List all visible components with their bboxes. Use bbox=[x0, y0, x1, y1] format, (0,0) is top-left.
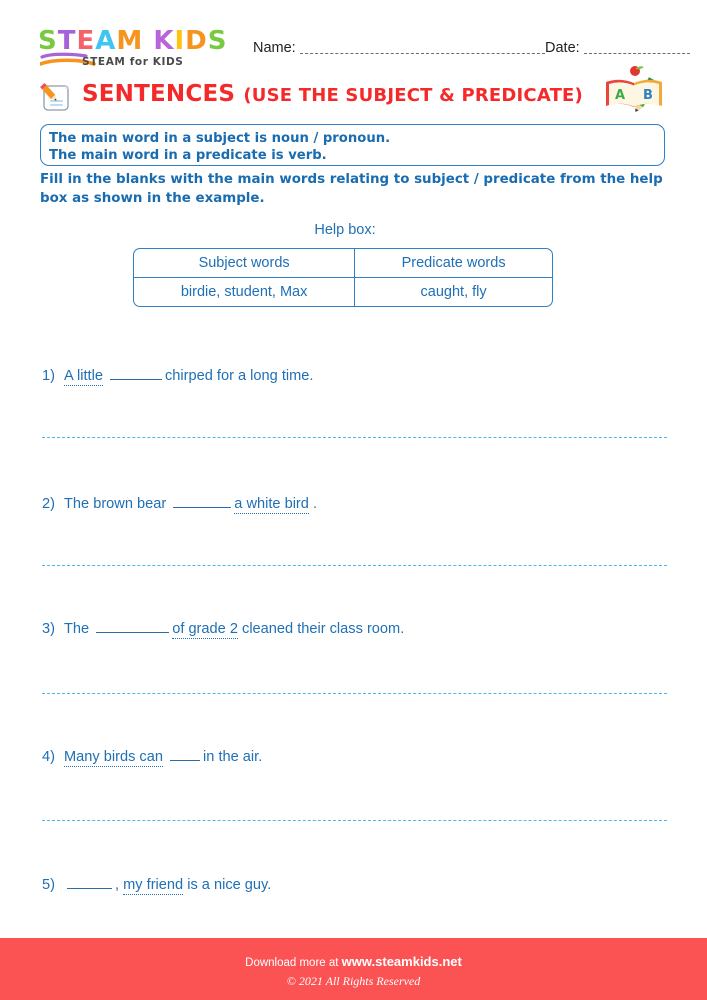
brand-logo-letter-9: S bbox=[207, 26, 228, 56]
svg-text:B: B bbox=[643, 88, 653, 103]
help-box bbox=[133, 248, 553, 307]
footer-scallop-edge bbox=[0, 929, 707, 949]
question-number: 3) bbox=[42, 621, 55, 637]
help-box-predicate-words: caught, fly bbox=[420, 284, 487, 300]
brand-logo-letter-5 bbox=[143, 28, 153, 54]
date-input-rule[interactable] bbox=[584, 43, 690, 54]
underlined-phrase: a white bird bbox=[234, 496, 309, 512]
question-4 bbox=[42, 748, 262, 765]
date-field[interactable] bbox=[545, 40, 690, 56]
question-text: in the air. bbox=[203, 749, 263, 765]
answer-blank[interactable] bbox=[110, 367, 162, 380]
answer-separator-line bbox=[42, 437, 667, 438]
question-number: 4) bbox=[42, 749, 55, 765]
brand-logo-letter-4: M bbox=[116, 26, 144, 56]
question-text: chirped for a long time. bbox=[165, 368, 314, 384]
brand-logo-letter-7: I bbox=[174, 26, 186, 56]
brand-logo-letter-8: D bbox=[185, 26, 208, 56]
brand-logo-wordmark bbox=[38, 28, 238, 54]
page-header bbox=[0, 0, 707, 72]
page-title-parenthetical: (USE THE SUBJECT & PREDICATE) bbox=[243, 85, 583, 106]
brand-logo bbox=[38, 28, 238, 72]
brand-logo-letter-1: T bbox=[57, 26, 77, 56]
help-box-header-row bbox=[134, 249, 552, 278]
rule-line-1: The main word in a subject is noun / pronoun. bbox=[49, 131, 391, 146]
help-box-subject-words: birdie, student, Max bbox=[134, 278, 355, 307]
answer-separator-line bbox=[42, 693, 667, 694]
brand-logo-letter-0: S bbox=[38, 26, 58, 56]
answer-blank[interactable] bbox=[96, 620, 169, 633]
question-1 bbox=[42, 367, 313, 384]
underlined-phrase: A little bbox=[64, 368, 103, 384]
svg-text:A: A bbox=[614, 88, 626, 103]
question-2 bbox=[42, 495, 317, 512]
page-footer bbox=[0, 938, 707, 1000]
question-text: , bbox=[115, 877, 120, 893]
help-box-body bbox=[134, 249, 552, 306]
abc-book-pencil-icon bbox=[600, 66, 672, 118]
answer-blank[interactable] bbox=[170, 748, 200, 761]
footer-download-line bbox=[0, 954, 707, 969]
brand-logo-letter-2: E bbox=[76, 26, 96, 56]
question-text: is a nice guy. bbox=[187, 877, 272, 893]
footer-site-link[interactable]: www.steamkids.net bbox=[341, 954, 462, 969]
help-box-value-row bbox=[134, 278, 552, 307]
name-input-rule[interactable] bbox=[300, 43, 545, 54]
help-box-label: Help box: bbox=[314, 222, 376, 238]
answer-blank[interactable] bbox=[173, 495, 231, 508]
underlined-phrase: Many birds can bbox=[64, 749, 163, 765]
answer-blank[interactable] bbox=[67, 876, 112, 889]
rule-line-2: The main word in a predicate is verb. bbox=[49, 148, 327, 163]
question-5 bbox=[42, 876, 271, 893]
question-text: cleaned their class room. bbox=[242, 621, 405, 637]
date-label: Date: bbox=[545, 40, 580, 56]
page-title bbox=[82, 81, 583, 107]
question-3 bbox=[42, 620, 404, 637]
page-title-main: SENTENCES bbox=[82, 81, 236, 107]
help-box-header-predicate: Predicate words bbox=[355, 249, 552, 278]
question-text: The brown bear bbox=[64, 496, 167, 512]
question-text: . bbox=[312, 496, 318, 512]
name-field[interactable] bbox=[253, 40, 545, 56]
instruction-text: Fill in the blanks with the main words relating to subject / predicate from the help box as shown in the example. bbox=[40, 172, 663, 206]
help-box-header-subject: Subject words bbox=[134, 249, 355, 278]
question-number: 5) bbox=[42, 877, 55, 893]
brand-logo-letter-3: A bbox=[95, 26, 117, 56]
footer-copyright: © 2021 All Rights Reserved bbox=[286, 974, 421, 988]
underlined-phrase: of grade 2 bbox=[172, 621, 238, 637]
brand-tagline: STEAM for KIDS bbox=[82, 56, 184, 68]
brand-logo-letter-6: K bbox=[153, 26, 175, 56]
help-box-table bbox=[134, 249, 552, 306]
answer-separator-line bbox=[42, 820, 667, 821]
question-number: 1) bbox=[42, 368, 55, 384]
name-label: Name: bbox=[253, 40, 296, 56]
underlined-phrase: my friend bbox=[123, 877, 184, 893]
footer-prefix: Download more at bbox=[245, 957, 339, 969]
question-text: The bbox=[64, 621, 90, 637]
question-number: 2) bbox=[42, 496, 55, 512]
rule-box bbox=[40, 124, 665, 166]
answer-separator-line bbox=[42, 565, 667, 566]
